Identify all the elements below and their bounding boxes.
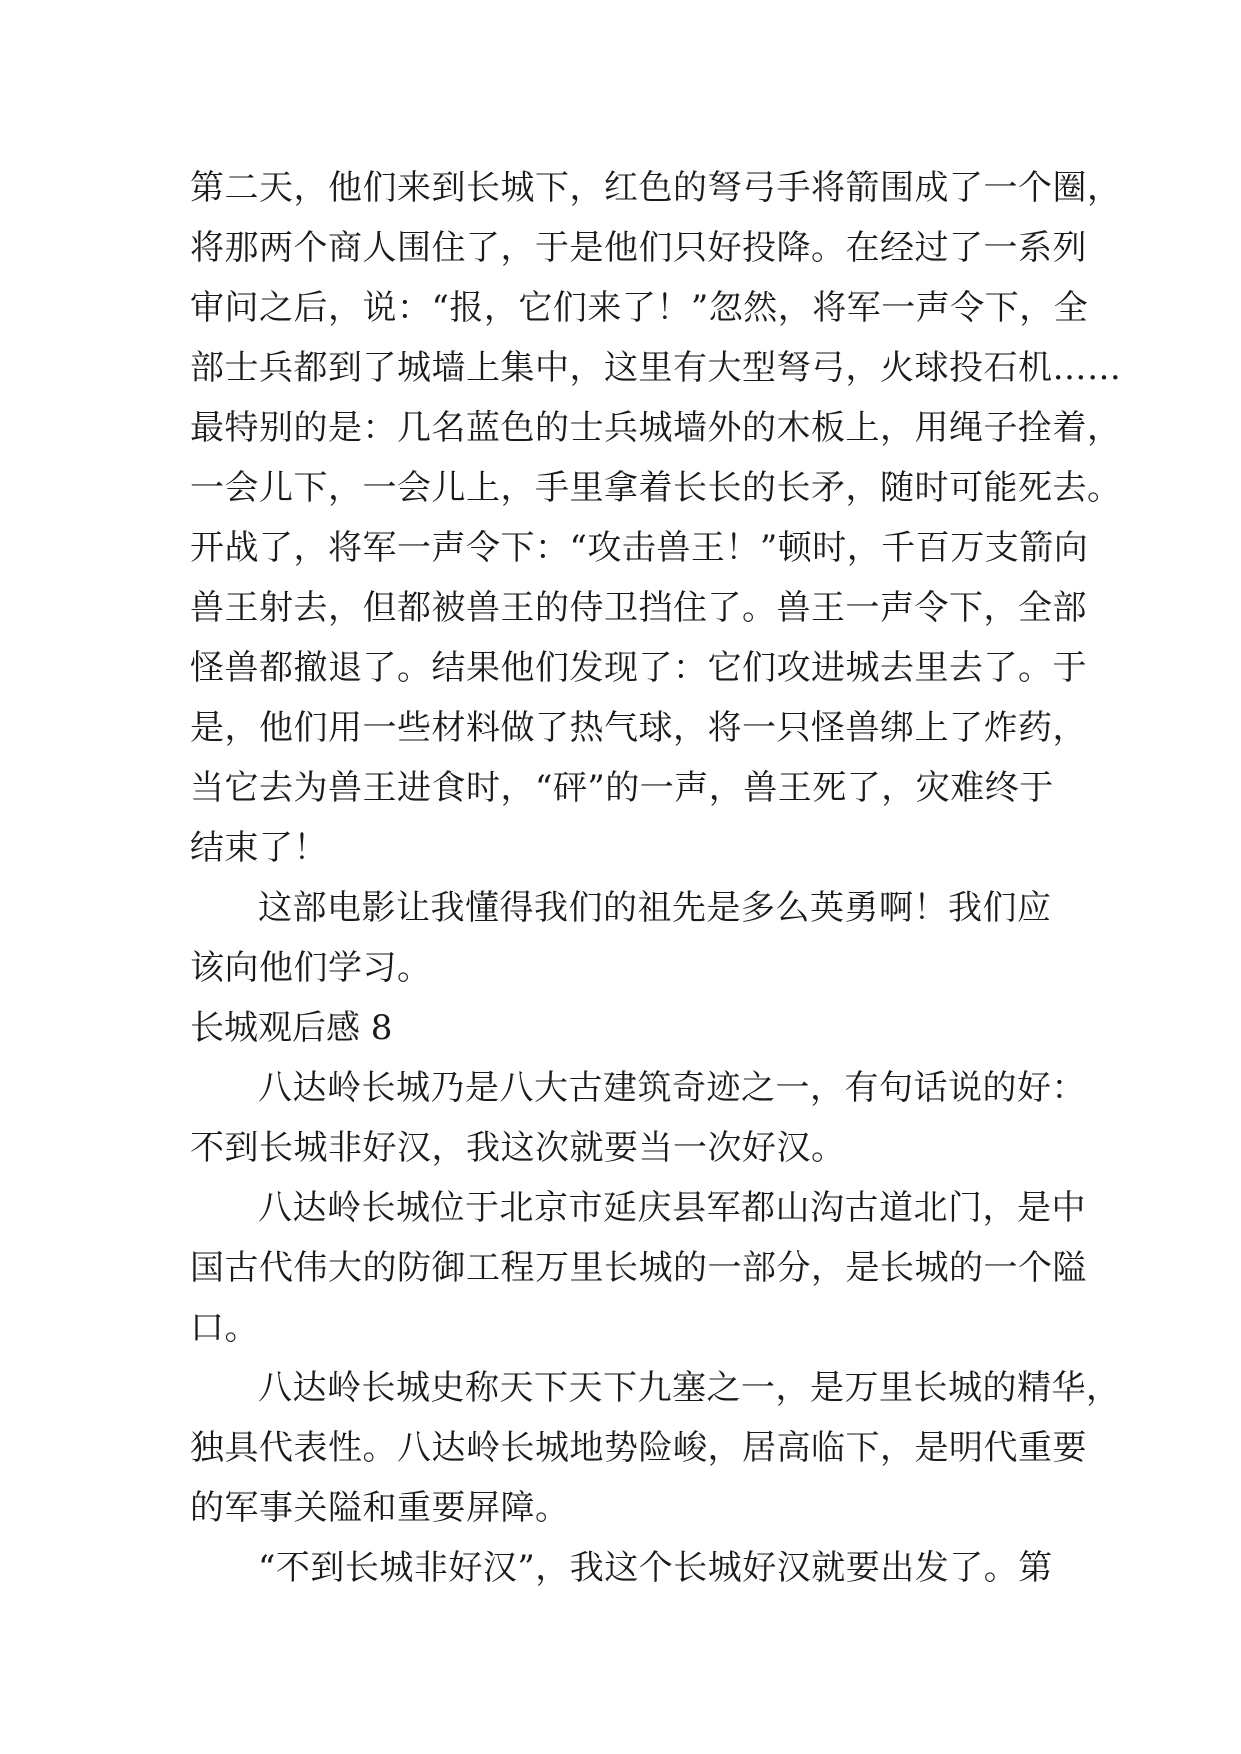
text-line: 不到长城非好汉，我这次就要当一次好汉。: [190, 1128, 846, 1168]
text-line: 怪兽都撤退了。结果他们发现了：它们攻进城去里去了。于: [190, 648, 1087, 688]
text-line: 八达岭长城史称天下天下九塞之一，是万里长城的精华，: [258, 1368, 1121, 1408]
text-line: 最特别的是：几名蓝色的士兵城墙外的木板上，用绳子拴着，: [190, 408, 1122, 448]
text-line: 独具代表性。八达岭长城地势险峻，居高临下，是明代重要: [190, 1428, 1087, 1468]
text-line: “不到长城非好汉”，我这个长城好汉就要出发了。第: [258, 1548, 1053, 1588]
text-line: 是，他们用一些材料做了热气球，将一只怪兽绑上了炸药，: [190, 708, 1087, 748]
text-line: 八达岭长城位于北京市延庆县军都山沟古道北门，是中: [258, 1188, 1086, 1228]
text-line: 这部电影让我懂得我们的祖先是多么英勇啊！我们应: [258, 888, 1052, 928]
text-line: 部士兵都到了城墙上集中，这里有大型弩弓，火球投石机……: [190, 348, 1122, 388]
text-line: 兽王射去，但都被兽王的侍卫挡住了。兽王一声令下，全部: [190, 588, 1087, 628]
text-line: 结束了！: [190, 828, 328, 868]
text-line: 的军事关隘和重要屏障。: [190, 1488, 570, 1528]
text-line: 将那两个商人围住了，于是他们只好投降。在经过了一系列: [190, 228, 1087, 268]
text-line: 第二天，他们来到长城下，红色的弩弓手将箭围成了一个圈，: [190, 168, 1122, 208]
text-line: 一会儿下，一会儿上，手里拿着长长的长矛，随时可能死去。: [190, 468, 1122, 508]
text-line: 审问之后，说：“报，它们来了！”忽然，将军一声令下，全: [190, 288, 1089, 328]
text-line: 八达岭长城乃是八大古建筑奇迹之一，有句话说的好：: [258, 1068, 1086, 1108]
section-heading: 长城观后感 8: [190, 1008, 393, 1048]
text-line: 当它去为兽王进食时，“砰”的一声，兽王死了，灾难终于: [190, 768, 1054, 808]
text-line: 开战了，将军一声令下：“攻击兽王！”顿时，千百万支箭向: [190, 528, 1089, 568]
text-line: 国古代伟大的防御工程万里长城的一部分，是长城的一个隘: [190, 1248, 1087, 1288]
text-line: 口。: [190, 1308, 259, 1348]
text-line: 该向他们学习。: [190, 948, 432, 988]
body-text: [190, 158, 1122, 1598]
